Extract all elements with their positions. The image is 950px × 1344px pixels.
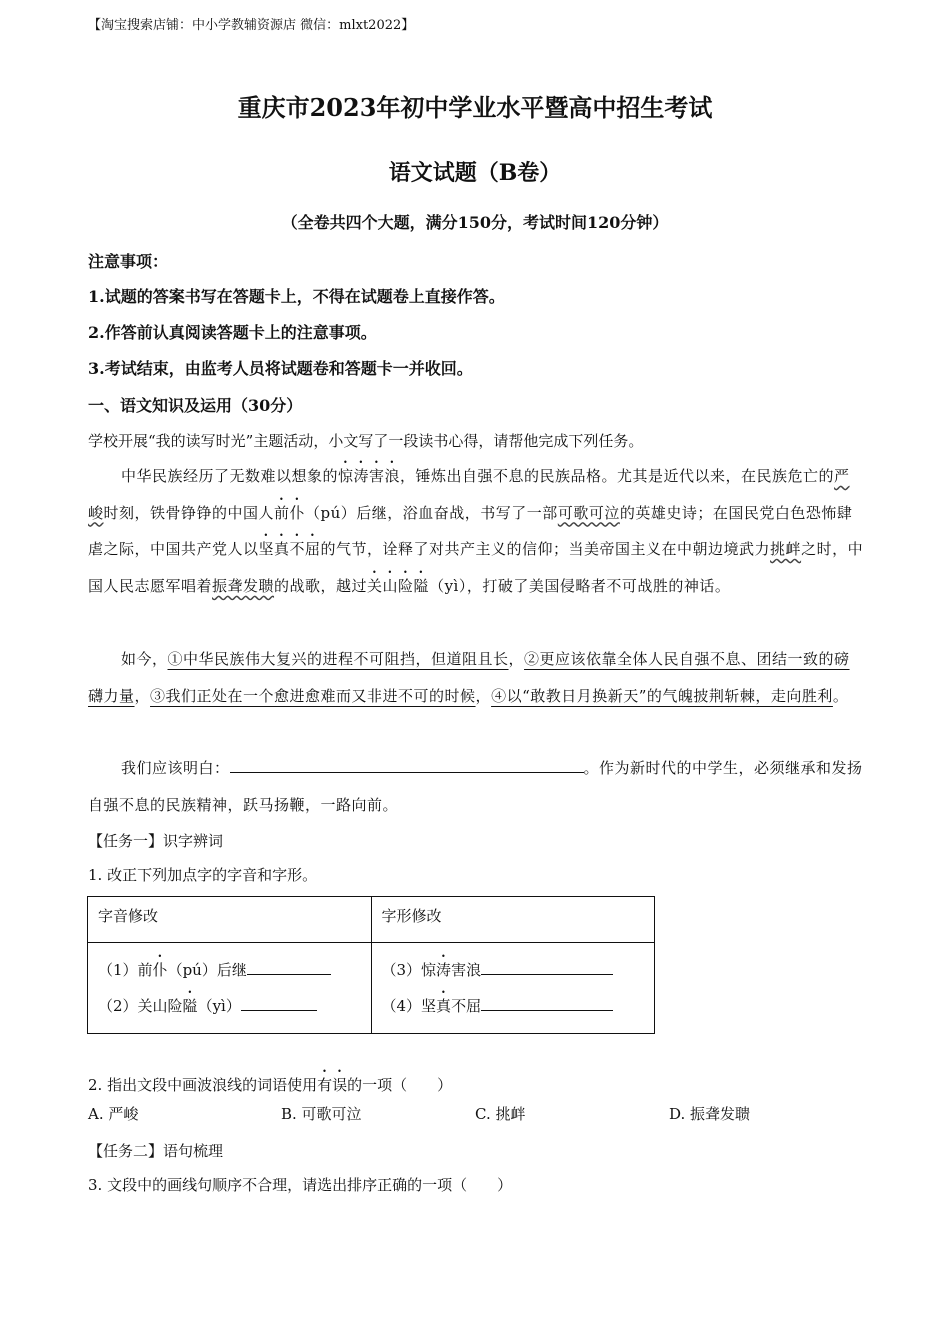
correction-table xyxy=(87,896,655,1034)
dotted-word: 关山险隘 xyxy=(367,576,430,595)
dotted-word: 前仆 xyxy=(274,503,306,522)
option-d[interactable]: D. 振聋发聩 xyxy=(669,1105,751,1123)
question-1: 1. 改正下列加点字的字音和字形。 xyxy=(88,866,318,884)
table-item: （3）惊涛害浪 xyxy=(382,951,645,987)
table-item: （1）前仆（pú）后继 xyxy=(98,951,361,987)
page-subtitle: 语文试题（B卷） xyxy=(388,160,562,186)
section-heading: 一、语文知识及运用（30分） xyxy=(88,396,303,415)
wavy-word: 振聋发聩 xyxy=(212,576,275,595)
underlined-sentence: ④以“敢教日月换新天”的气魄披荆斩棘，走向胜利 xyxy=(491,686,833,705)
underlined-sentence: ①中华民族伟大复兴的进程不可阻挡，但道阻且长 xyxy=(167,650,509,668)
wavy-word: 可歌可泣 xyxy=(557,503,620,522)
answer-blank[interactable] xyxy=(247,960,331,975)
notice-item: 1.试题的答案书写在答题卡上，不得在试题卷上直接作答。 xyxy=(88,287,505,306)
exam-info: （全卷共四个大题，满分150分，考试时间120分钟） xyxy=(281,213,669,232)
section-intro: 学校开展“我的读写时光”主题活动，小文写了一段读书心得，请帮他完成下列任务。 xyxy=(88,432,644,450)
table-header: 字音修改 xyxy=(88,897,372,943)
notice-item: 2.作答前认真阅读答题卡上的注意事项。 xyxy=(88,323,377,342)
reading-paragraph-3: 我们应该明白： 。作为新时代的中学生，必须继承和发扬自强不息的民族精神，跃马扬鞭，一路向前。 xyxy=(88,759,863,814)
dotted-word: 惊涛害浪 xyxy=(338,467,401,485)
task1-heading: 【任务一】识字辨词 xyxy=(88,832,224,850)
answer-blank[interactable] xyxy=(241,996,317,1011)
underlined-sentence: ②更应该依靠全体人民自强不息、团结一致的磅礴力量 xyxy=(88,650,850,705)
underlined-sentence: ③我们正处在一个愈进愈难而又非进不可的时候 xyxy=(150,686,476,705)
option-a[interactable]: A. 严峻 xyxy=(88,1105,139,1123)
notice-heading: 注意事项： xyxy=(88,252,169,271)
question-2: 2. 指出文段中画波浪线的词语使用有误的一项（ ） xyxy=(88,1076,453,1094)
notice-item: 3.考试结束，由监考人员将试题卷和答题卡一并收回。 xyxy=(88,359,473,378)
answer-blank[interactable] xyxy=(481,996,613,1011)
reading-paragraph-1: 中华民族经历了无数难以想象的惊涛害浪，锤炼出自强不息的民族品格。尤其是近代以来，在民族危亡的严峻时刻，铁骨铮铮的中国人前仆（pú）后继，浴血奋战，书写了一部可歌可泣的英雄史诗；在国民党白色恐怖肆虐之际，中国共产党人以坚真不屈的气节，诠释了对共产主义的信仰；当美帝国主义在中朝边境武力挑衅之时，中国人民志愿军唱着振聋发聩的战歌，越过关山险隘（yì），打破了美国侵略者不可战胜的神话。 xyxy=(88,467,864,595)
reading-paragraph-2: 如今，①中华民族伟大复兴的进程不可阻挡，但道阻且长，②更应该依靠全体人民自强不息、团结一致的磅礴力量，③我们正处在一个愈进愈难而又非进不可的时候，④以“敢教日月换新天”的气魄披荆斩棘，走向胜利。 xyxy=(88,650,850,705)
wavy-word: 严峻 xyxy=(88,467,850,522)
wavy-word: 挑衅 xyxy=(770,540,802,559)
answer-blank xyxy=(230,758,584,773)
option-c[interactable]: C. 挑衅 xyxy=(475,1105,526,1123)
table-item: （4）坚真不屈 xyxy=(382,987,645,1023)
option-b[interactable]: B. 可歌可泣 xyxy=(281,1105,362,1123)
table-item: （2）关山险隘（yì） xyxy=(98,987,361,1023)
header-note: 【淘宝搜索店铺：中小学教辅资源店 微信：mlxt2022】 xyxy=(88,18,415,33)
page-title: 重庆市2023年初中学业水平暨高中招生考试 xyxy=(237,93,713,122)
question-3: 3. 文段中的画线句顺序不合理，请选出排序正确的一项（ ） xyxy=(88,1176,513,1194)
table-header: 字形修改 xyxy=(371,897,655,943)
dotted-word: 坚真不屈 xyxy=(258,540,321,559)
task2-heading: 【任务二】语句梳理 xyxy=(88,1142,224,1160)
answer-blank[interactable] xyxy=(481,960,613,975)
